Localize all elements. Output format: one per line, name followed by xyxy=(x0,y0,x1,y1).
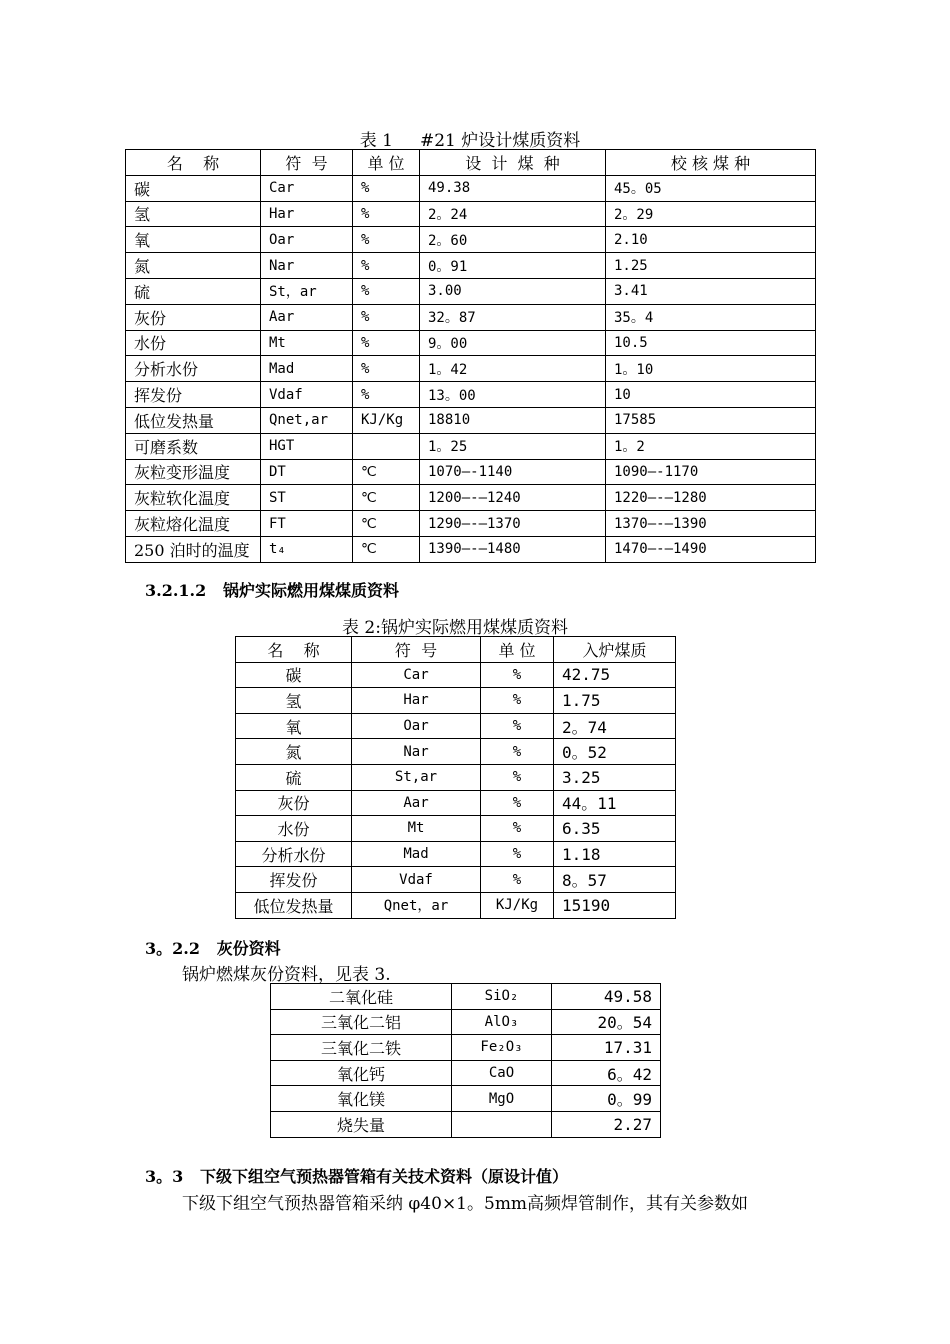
percent-cell: 49.58 xyxy=(552,984,661,1010)
compound-name-cell: 氧化钙 xyxy=(271,1060,452,1086)
item-name-cell: 氢 xyxy=(126,201,261,227)
value-cell: 44。11 xyxy=(554,790,676,816)
value-cell: 42.75 xyxy=(554,662,676,688)
item-name-cell: 分析水份 xyxy=(236,841,352,867)
symbol-cell: Car xyxy=(352,662,481,688)
symbol-cell: Har xyxy=(352,688,481,714)
check-coal-cell: 45。05 xyxy=(606,175,816,201)
check-coal-cell: 2。29 xyxy=(606,201,816,227)
unit-cell: % xyxy=(353,175,420,201)
section-heading-33: 3。3 下级下组空气预热器管箱有关技术资料（原设计值） xyxy=(145,1167,568,1186)
table2-caption: 表 2:锅炉实际燃用煤煤质资料 xyxy=(342,618,568,638)
symbol-cell: Mad xyxy=(352,841,481,867)
table-row xyxy=(126,253,816,279)
table-row xyxy=(236,739,676,765)
table-row xyxy=(236,816,676,842)
percent-cell: 20。54 xyxy=(552,1009,661,1035)
symbol-cell: Oar xyxy=(352,713,481,739)
compound-name-cell: 三氧化二铝 xyxy=(271,1009,452,1035)
ash-paragraph: 锅炉燃煤灰份资料，见表 3. xyxy=(182,965,391,985)
table-row xyxy=(126,433,816,459)
unit-cell: KJ/Kg xyxy=(353,407,420,433)
check-coal-cell: 1.25 xyxy=(606,253,816,279)
unit-cell: % xyxy=(481,867,554,893)
table-row xyxy=(126,485,816,511)
table-row xyxy=(126,304,816,330)
value-cell: 2。74 xyxy=(554,713,676,739)
table1-header-row xyxy=(126,150,816,176)
check-coal-cell: 1370—-—1390 xyxy=(606,511,816,537)
preheater-paragraph: 下级下组空气预热器管箱采纳 φ40×1。5mm高频焊管制作，其有关参数如 xyxy=(182,1194,749,1214)
design-coal-cell: 3.00 xyxy=(420,278,606,304)
item-name-cell: 碳 xyxy=(126,175,261,201)
unit-cell: ℃ xyxy=(353,485,420,511)
item-name-cell: 氮 xyxy=(126,253,261,279)
symbol-cell: Mt xyxy=(352,816,481,842)
table-row xyxy=(126,536,816,562)
value-cell: 3.25 xyxy=(554,764,676,790)
percent-cell: 0。99 xyxy=(552,1086,661,1112)
item-name-cell: 水份 xyxy=(126,330,261,356)
table-row xyxy=(236,688,676,714)
check-coal-cell: 10.5 xyxy=(606,330,816,356)
symbol-cell: Mad xyxy=(261,356,353,382)
symbol-cell: Aar xyxy=(261,304,353,330)
table-row xyxy=(271,984,661,1010)
design-coal-cell: 32。87 xyxy=(420,304,606,330)
compound-name-cell: 三氧化二铁 xyxy=(271,1035,452,1061)
table2-header-cell: 名 称 xyxy=(236,637,352,663)
symbol-cell: DT xyxy=(261,459,353,485)
formula-cell: MgO xyxy=(452,1086,552,1112)
symbol-cell: Aar xyxy=(352,790,481,816)
symbol-cell: Qnet,ar xyxy=(261,407,353,433)
check-coal-cell: 1。10 xyxy=(606,356,816,382)
unit-cell: % xyxy=(481,688,554,714)
formula-cell xyxy=(452,1111,552,1137)
item-name-cell: 灰粒熔化温度 xyxy=(126,511,261,537)
design-coal-cell: 1200—-—1240 xyxy=(420,485,606,511)
symbol-cell: Qnet，ar xyxy=(352,892,481,918)
item-name-cell: 硫 xyxy=(236,764,352,790)
symbol-cell: HGT xyxy=(261,433,353,459)
design-coal-cell: 1。42 xyxy=(420,356,606,382)
design-coal-cell: 1。25 xyxy=(420,433,606,459)
table-row xyxy=(126,356,816,382)
design-coal-cell: 13。00 xyxy=(420,382,606,408)
value-cell: 8。57 xyxy=(554,867,676,893)
item-name-cell: 水份 xyxy=(236,816,352,842)
unit-cell: % xyxy=(481,739,554,765)
formula-cell: AlO₃ xyxy=(452,1009,552,1035)
table-row xyxy=(126,330,816,356)
table1-header-cell: 设 计 煤 种 xyxy=(420,150,606,176)
unit-cell: KJ/Kg xyxy=(481,892,554,918)
check-coal-cell: 3.41 xyxy=(606,278,816,304)
item-name-cell: 灰份 xyxy=(126,304,261,330)
unit-cell: % xyxy=(481,713,554,739)
table-row xyxy=(271,1060,661,1086)
design-coal-cell: 1390—-—1480 xyxy=(420,536,606,562)
table1-header-cell: 名 称 xyxy=(126,150,261,176)
symbol-cell: Nar xyxy=(261,253,353,279)
table-row xyxy=(126,459,816,485)
item-name-cell: 挥发份 xyxy=(126,382,261,408)
unit-cell: % xyxy=(353,382,420,408)
table1-design-coal xyxy=(125,149,816,563)
design-coal-cell: 2。24 xyxy=(420,201,606,227)
symbol-cell: Vdaf xyxy=(352,867,481,893)
symbol-cell: Mt xyxy=(261,330,353,356)
item-name-cell: 灰粒变形温度 xyxy=(126,459,261,485)
table1-header-cell: 校 核 煤 种 xyxy=(606,150,816,176)
unit-cell: % xyxy=(353,330,420,356)
value-cell: 6.35 xyxy=(554,816,676,842)
item-name-cell: 灰粒软化温度 xyxy=(126,485,261,511)
unit-cell: ℃ xyxy=(353,536,420,562)
unit-cell: % xyxy=(353,304,420,330)
percent-cell: 2.27 xyxy=(552,1111,661,1137)
unit-cell: % xyxy=(481,816,554,842)
table3-ash-composition xyxy=(270,983,661,1138)
table1-caption: 表 1 #21 炉设计煤质资料 xyxy=(359,131,581,151)
unit-cell: ℃ xyxy=(353,511,420,537)
section-heading-322: 3。2.2 灰份资料 xyxy=(145,939,281,958)
table2-header-cell: 入炉煤质 xyxy=(554,637,676,663)
value-cell: 1.18 xyxy=(554,841,676,867)
item-name-cell: 可磨系数 xyxy=(126,433,261,459)
symbol-cell: Car xyxy=(261,175,353,201)
percent-cell: 17.31 xyxy=(552,1035,661,1061)
table-row xyxy=(236,790,676,816)
formula-cell: CaO xyxy=(452,1060,552,1086)
check-coal-cell: 10 xyxy=(606,382,816,408)
design-coal-cell: 18810 xyxy=(420,407,606,433)
table-row xyxy=(271,1009,661,1035)
item-name-cell: 氧 xyxy=(236,713,352,739)
check-coal-cell: 1220—-—1280 xyxy=(606,485,816,511)
table2-header-cell: 单 位 xyxy=(481,637,554,663)
table-row xyxy=(126,278,816,304)
table-row xyxy=(126,407,816,433)
formula-cell: Fe₂O₃ xyxy=(452,1035,552,1061)
table-row xyxy=(126,201,816,227)
table2-actual-coal xyxy=(235,636,676,919)
section-heading-3212: 3.2.1.2 锅炉实际燃用煤煤质资料 xyxy=(145,581,399,600)
symbol-cell: Vdaf xyxy=(261,382,353,408)
symbol-cell: Nar xyxy=(352,739,481,765)
unit-cell: % xyxy=(353,356,420,382)
item-name-cell: 氧 xyxy=(126,227,261,253)
symbol-cell: Oar xyxy=(261,227,353,253)
unit-cell: % xyxy=(353,201,420,227)
value-cell: 15190 xyxy=(554,892,676,918)
value-cell: 0。52 xyxy=(554,739,676,765)
table-row xyxy=(126,382,816,408)
item-name-cell: 碳 xyxy=(236,662,352,688)
item-name-cell: 低位发热量 xyxy=(126,407,261,433)
table2-header-row xyxy=(236,637,676,663)
symbol-cell: FT xyxy=(261,511,353,537)
formula-cell: SiO₂ xyxy=(452,984,552,1010)
check-coal-cell: 1470—-—1490 xyxy=(606,536,816,562)
table2-header-cell: 符 号 xyxy=(352,637,481,663)
unit-cell: % xyxy=(353,227,420,253)
table-row xyxy=(236,662,676,688)
item-name-cell: 250 泊时的温度 xyxy=(126,536,261,562)
unit-cell: ℃ xyxy=(353,459,420,485)
compound-name-cell: 烧失量 xyxy=(271,1111,452,1137)
design-coal-cell: 9。00 xyxy=(420,330,606,356)
table-row xyxy=(126,227,816,253)
table-row xyxy=(126,511,816,537)
compound-name-cell: 氧化镁 xyxy=(271,1086,452,1112)
symbol-cell: t₄ xyxy=(261,536,353,562)
design-coal-cell: 2。60 xyxy=(420,227,606,253)
unit-cell: % xyxy=(353,278,420,304)
table-row xyxy=(271,1111,661,1137)
check-coal-cell: 2.10 xyxy=(606,227,816,253)
item-name-cell: 氢 xyxy=(236,688,352,714)
design-coal-cell: 1070—-1140 xyxy=(420,459,606,485)
table1-header-cell: 符 号 xyxy=(261,150,353,176)
design-coal-cell: 49.38 xyxy=(420,175,606,201)
item-name-cell: 低位发热量 xyxy=(236,892,352,918)
table-row xyxy=(126,175,816,201)
table-row xyxy=(271,1086,661,1112)
symbol-cell: St，ar xyxy=(261,278,353,304)
symbol-cell: Har xyxy=(261,201,353,227)
table1-header-cell: 单 位 xyxy=(353,150,420,176)
item-name-cell: 分析水份 xyxy=(126,356,261,382)
check-coal-cell: 17585 xyxy=(606,407,816,433)
item-name-cell: 灰份 xyxy=(236,790,352,816)
item-name-cell: 氮 xyxy=(236,739,352,765)
symbol-cell: ST xyxy=(261,485,353,511)
unit-cell: % xyxy=(481,764,554,790)
table-row xyxy=(236,867,676,893)
item-name-cell: 挥发份 xyxy=(236,867,352,893)
check-coal-cell: 35。4 xyxy=(606,304,816,330)
table-row xyxy=(271,1035,661,1061)
check-coal-cell: 1090—-1170 xyxy=(606,459,816,485)
design-coal-cell: 0。91 xyxy=(420,253,606,279)
unit-cell: % xyxy=(481,790,554,816)
compound-name-cell: 二氧化硅 xyxy=(271,984,452,1010)
item-name-cell: 硫 xyxy=(126,278,261,304)
unit-cell: % xyxy=(481,841,554,867)
table-row xyxy=(236,713,676,739)
table-row xyxy=(236,841,676,867)
unit-cell: % xyxy=(353,253,420,279)
table-row xyxy=(236,764,676,790)
unit-cell: % xyxy=(481,662,554,688)
design-coal-cell: 1290—-—1370 xyxy=(420,511,606,537)
unit-cell xyxy=(353,433,420,459)
symbol-cell: St,ar xyxy=(352,764,481,790)
table-row xyxy=(236,892,676,918)
check-coal-cell: 1。2 xyxy=(606,433,816,459)
value-cell: 1.75 xyxy=(554,688,676,714)
percent-cell: 6。42 xyxy=(552,1060,661,1086)
